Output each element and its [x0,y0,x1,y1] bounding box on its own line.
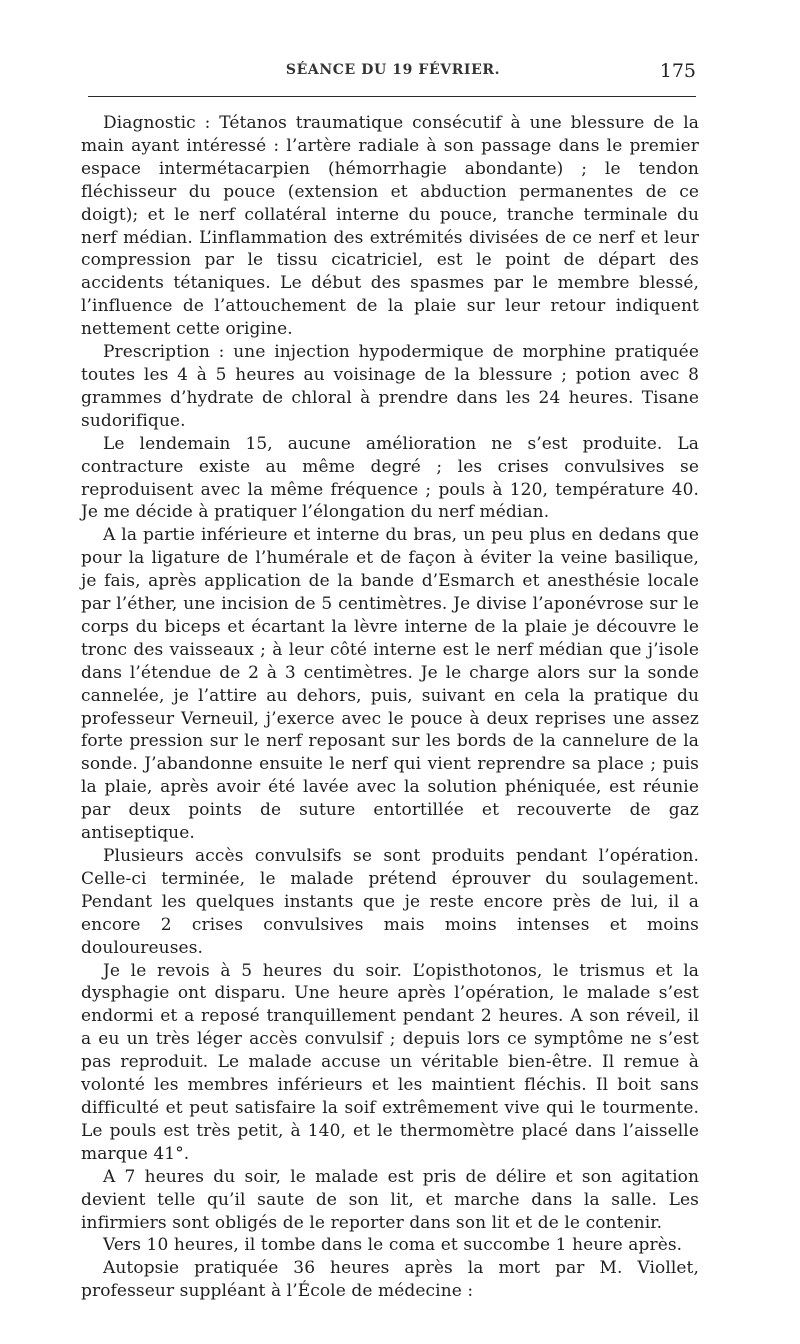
paragraph-diagnostic: Diagnostic : Tétanos traumatique consécutif à une blessure de la main ayant intéressé : l’artère radiale à son passage dans le premier espace intermétacarpien (hémorrhagie abondante) ; le tendon fléchisseur du pouce (extension et abduction permanentes de ce doigt); et le nerf collatéral interne du pouce, tranche terminale du nerf médian. L’inflammation des extrémités divisées de ce nerf et leur compression par le tissu cicatriciel, est le point de départ des accidents tétaniques. Le début des spasmes par le membre blessé, l’influence de l’attouchement de la plaie sur leur retour indiquent nettement cette origine. [81,113,699,340]
body-text [81,112,699,1303]
header-rule [88,96,696,97]
paragraph-autopsie: Autopsie pratiquée 36 heures après la mort par M. Viollet, professeur suppléant à l’École de médecine : [81,1258,699,1302]
paragraph-operation: A la partie inférieure et interne du bras, un peu plus en dedans que pour la ligature de l’humérale et de façon à éviter la veine basilique, je fais, après application de la bande d’Esmarch et anesthésie locale par l’éther, une incision de 5 centimètres. Je divise l’aponévrose sur le corps du biceps et écartant la lèvre interne de la plaie je découvre le tronc des vaisseaux ; à leur côté interne est le nerf médian que j’isole dans l’étendue de 2 à 3 centimètres. Je le charge alors sur la sonde cannelée, je l’attire au dehors, puis, suivant en cela la pratique du professeur Verneuil, j’exerce avec le pouce à deux reprises une assez forte pression sur le nerf reposant sur les bords de la cannelure de la sonde. J’abandonne ensuite le nerf qui vient reprendre sa place ; puis la plaie, après avoir été lavée avec la solution phéniquée, est réunie par deux points de suture entortillée et recouverte de gaz antiseptique. [81,525,699,844]
paragraph-prescription: Prescription : une injection hypodermique de morphine pratiquée toutes les 4 à 5 heures au voisinage de la blessure ; potion avec 8 grammes d’hydrate de chloral à prendre dans les 24 heures. Tisane sudorifique. [81,342,699,431]
running-title: SÉANCE DU 19 FÉVRIER. [285,62,501,78]
paragraph-7-heures: A 7 heures du soir, le malade est pris de délire et son agitation devient telle qu’il saute de son lit, et marche dans la salle. Les infirmiers sont obligés de le reporter dans son lit et de le contenir. [81,1166,699,1233]
paragraph-acces-convulsifs: Plusieurs accès convulsifs se sont produits pendant l’opération. Celle-ci terminée, le malade prétend éprouver du soulagement. Pendant les quelques instants que je reste encore près de lui, il a encore 2 crises convulsives mais moins intenses et moins douloureuses. [81,846,699,958]
paragraph-5-heures: Je le revois à 5 heures du soir. L’opisthotonos, le trismus et la dysphagie ont disparu. Une heure après l’opération, le malade s’est endormi et a reposé tranquillement pendant 2 heures. A son réveil, il a eu un très léger accès convulsif ; depuis lors ce symptôme ne s’est pas reproduit. Le malade accuse un véritable bien-être. Il remue à volonté les membres inférieurs et les maintient fléchis. Il boit sans difficulté et peut satisfaire la soif extrêmement vive qui le tourmente. Le pouls est très petit, à 140, et le thermomètre placé dans l’aisselle marque 41°. [81,960,699,1164]
page-number: 175 [659,60,696,82]
paragraph-lendemain: Le lendemain 15, aucune amélioration ne s’est produite. La contracture existe au même degré ; les crises convulsives se reproduisent avec la même fréquence ; pouls à 120, température 40. Je me décide à pratiquer l’élongation du nerf médian. [81,433,699,523]
paragraph-10-heures: Vers 10 heures, il tombe dans le coma et succombe 1 heure après. [103,1235,683,1256]
page-header [88,60,698,90]
